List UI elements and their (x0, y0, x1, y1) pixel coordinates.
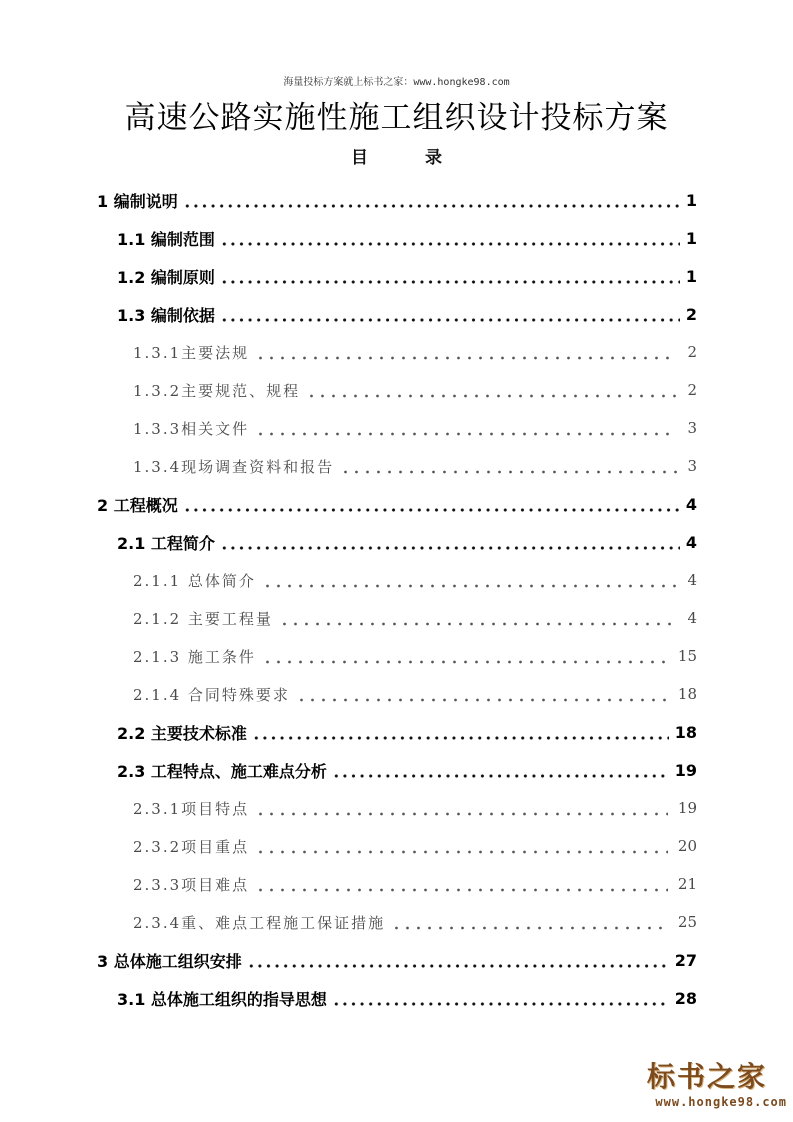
toc-entry-page-number: 1 (685, 266, 697, 286)
toc-entry-page-number: 28 (674, 988, 697, 1008)
toc-entry-page-number: 2 (687, 343, 697, 361)
toc-entry-chapter (0, 485, 793, 523)
logo-url: www.hongke98.com (655, 1095, 787, 1109)
table-of-contents (0, 181, 793, 1017)
toc-entry-page-number: 20 (677, 837, 697, 855)
dot-leader (340, 470, 677, 474)
dot-leader (183, 204, 680, 208)
toc-entry-subsection (0, 409, 793, 447)
toc-entry-label: 2.3 工程特点、施工难点分析 (117, 761, 327, 781)
toc-entry-page-number: 19 (674, 760, 697, 780)
toc-entry-label: 2.1.3 施工条件 (133, 647, 256, 666)
toc-entry-subsection (0, 789, 793, 827)
toc-entry-subsection (0, 447, 793, 485)
dot-leader (183, 508, 680, 512)
toc-entry-page-number: 2 (685, 304, 697, 324)
dot-leader (255, 356, 677, 360)
toc-entry-page-number: 19 (677, 799, 697, 817)
toc-entry-label: 2.3.4重、难点工程施工保证措施 (133, 913, 386, 932)
toc-entry-chapter (0, 181, 793, 219)
toc-entry-subsection (0, 371, 793, 409)
toc-entry-label: 2.1.1 总体简介 (133, 571, 256, 590)
toc-entry-label: 3.1 总体施工组织的指导思想 (117, 989, 327, 1009)
brand-logo (617, 1060, 787, 1110)
toc-entry-label: 1.3.1主要法规 (133, 343, 250, 362)
toc-entry-label: 1.3.4现场调查资料和报告 (133, 457, 335, 476)
toc-entry-label: 2.1.4 合同特殊要求 (133, 685, 290, 704)
dot-leader (220, 242, 680, 246)
toc-entry-section (0, 219, 793, 257)
toc-entry-subsection (0, 675, 793, 713)
dot-leader (255, 888, 668, 892)
toc-entry-page-number: 4 (685, 494, 697, 514)
toc-entry-chapter (0, 941, 793, 979)
logo-text: 标书之家 (646, 1060, 767, 1093)
dot-leader (255, 432, 677, 436)
toc-entry-label: 2.3.3项目难点 (133, 875, 250, 894)
toc-entry-page-number: 4 (687, 609, 697, 627)
toc-entry-label: 1.1 编制范围 (117, 229, 215, 249)
toc-entry-subsection (0, 561, 793, 599)
dot-leader (391, 926, 668, 930)
toc-entry-label: 2.3.1项目特点 (133, 799, 250, 818)
toc-entry-section (0, 979, 793, 1017)
document-title: 高速公路实施性施工组织设计投标方案 (124, 100, 669, 136)
toc-entry-page-number: 21 (677, 875, 697, 893)
toc-entry-section (0, 257, 793, 295)
dot-leader (332, 774, 669, 778)
toc-entry-subsection (0, 865, 793, 903)
toc-entry-label: 2.2 主要技术标准 (117, 723, 247, 743)
toc-entry-page-number: 25 (677, 913, 697, 931)
dot-leader (306, 394, 677, 398)
toc-entry-label: 3 总体施工组织安排 (97, 951, 242, 971)
toc-entry-page-number: 18 (677, 685, 697, 703)
dot-leader (262, 584, 677, 588)
dot-leader (220, 318, 680, 322)
toc-entry-label: 1.3.2主要规范、规程 (133, 381, 301, 400)
toc-entry-page-number: 3 (687, 457, 697, 475)
toc-entry-label: 1.2 编制原则 (117, 267, 215, 287)
dot-leader (247, 964, 669, 968)
toc-entry-page-number: 4 (685, 532, 697, 552)
toc-entry-section (0, 523, 793, 561)
toc-entry-subsection (0, 903, 793, 941)
toc-entry-label: 2.3.2项目重点 (133, 837, 250, 856)
dot-leader (252, 736, 669, 740)
toc-entry-page-number: 3 (687, 419, 697, 437)
toc-entry-label: 1.3 编制依据 (117, 305, 215, 325)
toc-entry-section (0, 713, 793, 751)
dot-leader (255, 812, 668, 816)
toc-entry-page-number: 1 (685, 190, 697, 210)
toc-entry-section (0, 751, 793, 789)
dot-leader (332, 1002, 669, 1006)
toc-entry-label: 2.1 工程简介 (117, 533, 215, 553)
toc-entry-label: 2 工程概况 (97, 495, 178, 515)
dot-leader (220, 546, 680, 550)
toc-entry-page-number: 27 (674, 950, 697, 970)
toc-entry-subsection (0, 637, 793, 675)
toc-entry-label: 2.1.2 主要工程量 (133, 609, 273, 628)
toc-entry-label: 1 编制说明 (97, 191, 178, 211)
toc-entry-subsection (0, 827, 793, 865)
dot-leader (279, 622, 677, 626)
toc-heading: 目 录 (351, 148, 462, 168)
toc-entry-page-number: 4 (687, 571, 697, 589)
toc-entry-page-number: 18 (674, 722, 697, 742)
header-source-note: 海量投标方案就上标书之家：www.hongke98.com (283, 77, 510, 88)
dot-leader (220, 280, 680, 284)
toc-entry-label: 1.3.3相关文件 (133, 419, 250, 438)
toc-entry-page-number: 15 (677, 647, 697, 665)
dot-leader (296, 698, 668, 702)
toc-entry-page-number: 1 (685, 228, 697, 248)
toc-entry-section (0, 295, 793, 333)
dot-leader (255, 850, 668, 854)
dot-leader (262, 660, 668, 664)
toc-entry-subsection (0, 333, 793, 371)
toc-entry-page-number: 2 (687, 381, 697, 399)
toc-entry-subsection (0, 599, 793, 637)
